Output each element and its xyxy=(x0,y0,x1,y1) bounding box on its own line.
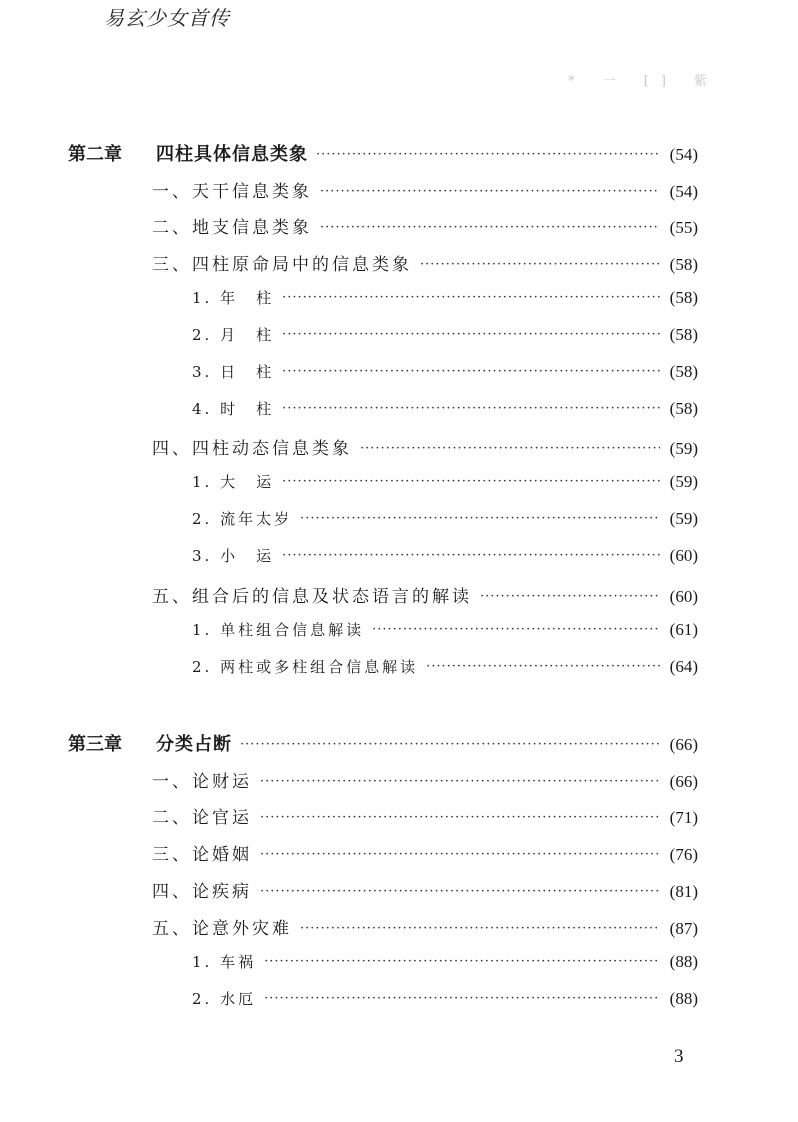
toc-entry[interactable] xyxy=(152,177,698,205)
entry-title: 四、四柱动态信息类象 xyxy=(152,439,352,459)
leader-dots xyxy=(316,147,660,162)
leader-dots xyxy=(480,589,660,604)
chapter-title: 分类占断 xyxy=(156,734,232,755)
leader-dots xyxy=(260,774,660,789)
page-ref: (58) xyxy=(669,288,698,307)
entry-title: 一、天干信息类象 xyxy=(152,182,312,202)
toc-subentry[interactable] xyxy=(192,656,698,684)
leader-dots xyxy=(282,327,660,342)
leader-dots xyxy=(260,847,660,862)
toc-chapter-3[interactable] xyxy=(68,730,698,758)
page-ref: (81) xyxy=(669,882,698,901)
toc-chapter-2[interactable] xyxy=(68,140,698,168)
leader-dots xyxy=(240,737,660,752)
toc-subentry[interactable] xyxy=(192,361,698,389)
toc-subentry[interactable] xyxy=(192,951,698,979)
toc-subentry[interactable] xyxy=(192,619,698,647)
leader-dots xyxy=(372,622,660,637)
page-ref: (55) xyxy=(669,218,698,237)
toc-entry[interactable] xyxy=(152,582,698,610)
toc-entry[interactable] xyxy=(152,877,698,905)
page-ref: (54) xyxy=(669,145,698,164)
toc-subentry[interactable] xyxy=(192,988,698,1016)
toc-subentry[interactable] xyxy=(192,545,698,573)
page-ref: (66) xyxy=(669,735,698,754)
entry-title: 2. 流年太岁 xyxy=(192,510,293,528)
entry-title: 1. 大 运 xyxy=(192,473,275,491)
page-ref: (58) xyxy=(669,325,698,344)
toc-entry[interactable] xyxy=(152,803,698,831)
leader-dots xyxy=(426,659,660,674)
leader-dots xyxy=(300,511,660,526)
page-ref: (59) xyxy=(669,439,698,458)
toc-subentry[interactable] xyxy=(192,287,698,315)
leader-dots xyxy=(420,257,660,272)
page-ref: (61) xyxy=(669,620,698,639)
page-ref: (58) xyxy=(669,255,698,274)
toc-entry[interactable] xyxy=(152,213,698,241)
entry-title: 五、组合后的信息及状态语言的解读 xyxy=(152,587,472,607)
page-ref: (76) xyxy=(669,845,698,864)
entry-title: 二、地支信息类象 xyxy=(152,218,312,238)
entry-title: 3. 小 运 xyxy=(192,547,275,565)
toc-entry[interactable] xyxy=(152,840,698,868)
leader-dots xyxy=(282,364,660,379)
entry-title: 三、论婚姻 xyxy=(152,845,252,865)
entry-title: 2. 水厄 xyxy=(192,990,257,1008)
page-ref: (58) xyxy=(669,362,698,381)
entry-title: 四、论疾病 xyxy=(152,882,252,902)
page-ref: (54) xyxy=(669,182,698,201)
page-ref: (60) xyxy=(669,587,698,606)
leader-dots xyxy=(282,474,660,489)
faint-header-mark: * 一 [] 紫 xyxy=(568,74,720,89)
page-ref: (88) xyxy=(669,952,698,971)
entry-title: 1. 年 柱 xyxy=(192,289,275,307)
entry-title: 4. 时 柱 xyxy=(192,400,275,418)
page-ref: (59) xyxy=(669,472,698,491)
page-number: 3 xyxy=(674,1046,684,1067)
book-title: 易玄少女首传 xyxy=(104,6,230,30)
toc-subentry[interactable] xyxy=(192,324,698,352)
entry-title: 三、四柱原命局中的信息类象 xyxy=(152,255,412,275)
page-ref: (88) xyxy=(669,989,698,1008)
page-ref: (58) xyxy=(669,399,698,418)
entry-title: 2. 月 柱 xyxy=(192,326,275,344)
entry-title: 1. 车祸 xyxy=(192,953,257,971)
entry-title: 一、论财运 xyxy=(152,772,252,792)
toc-entry[interactable] xyxy=(152,434,698,462)
page-ref: (59) xyxy=(669,509,698,528)
toc-entry[interactable] xyxy=(152,250,698,278)
chapter-title: 四柱具体信息类象 xyxy=(156,144,308,165)
entry-title: 二、论官运 xyxy=(152,808,252,828)
leader-dots xyxy=(300,921,660,936)
entry-title: 2. 两柱或多柱组合信息解读 xyxy=(192,658,419,676)
leader-dots xyxy=(264,991,660,1006)
chapter-number: 第二章 xyxy=(68,144,122,165)
chapter-number: 第三章 xyxy=(68,734,122,755)
leader-dots xyxy=(282,548,660,563)
leader-dots xyxy=(260,810,660,825)
page-ref: (66) xyxy=(669,772,698,791)
page-ref: (60) xyxy=(669,546,698,565)
leader-dots xyxy=(264,954,660,969)
toc-subentry[interactable] xyxy=(192,398,698,426)
toc-subentry[interactable] xyxy=(192,508,698,536)
toc-subentry[interactable] xyxy=(192,471,698,499)
page-ref: (87) xyxy=(669,919,698,938)
page-ref: (71) xyxy=(669,808,698,827)
entry-title: 3. 日 柱 xyxy=(192,363,275,381)
toc-entry[interactable] xyxy=(152,914,698,942)
leader-dots xyxy=(320,220,660,235)
leader-dots xyxy=(282,290,660,305)
entry-title: 五、论意外灾难 xyxy=(152,919,292,939)
toc-entry[interactable] xyxy=(152,767,698,795)
leader-dots xyxy=(320,184,660,199)
page-ref: (64) xyxy=(669,657,698,676)
leader-dots xyxy=(260,884,660,899)
entry-title: 1. 单柱组合信息解读 xyxy=(192,621,365,639)
leader-dots xyxy=(360,441,660,456)
leader-dots xyxy=(282,401,660,416)
